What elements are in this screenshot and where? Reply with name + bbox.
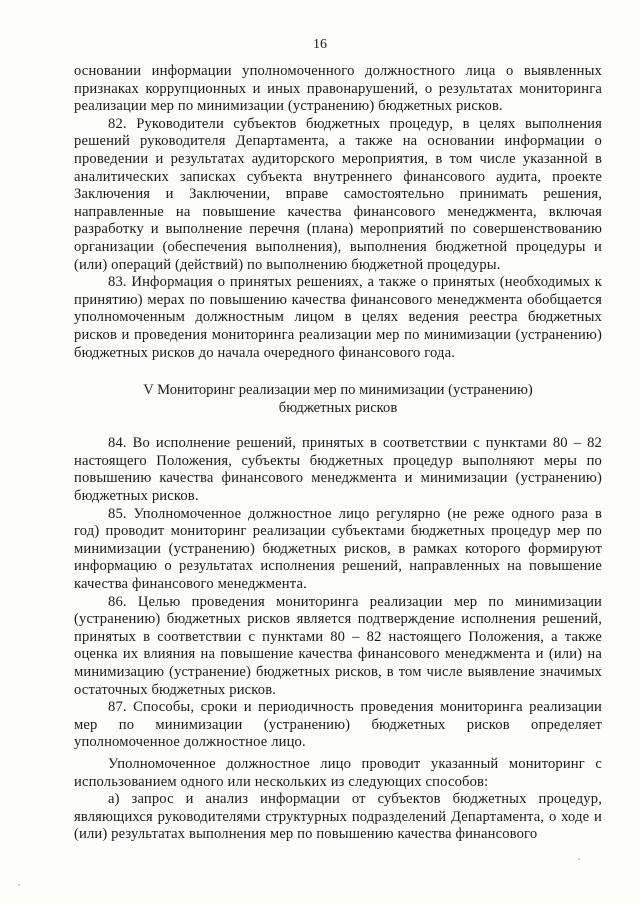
- scan-speck: [18, 884, 20, 886]
- section-heading: [74, 382, 602, 417]
- paragraph-83: 83. Информация о принятых решениях, а также о принятых (необходимых к принятию) мерах по повышению качества финансового менеджмента обобщается уполномоченным должностным лицом в целях ведения реестра бюджетных рисков и проведения мониторинга реализации мер по минимизации (устранению) бюджетных рисков до начала очередного финансового года.: [74, 274, 602, 361]
- document-body: [74, 63, 602, 844]
- paragraph-monitoring-methods: Уполномоченное должностное лицо проводит указанный мониторинг с использованием одного или нескольких из следующих способов:: [74, 755, 602, 790]
- paragraph-82: 82. Руководители субъектов бюджетных процедур, в целях выполнения решений руководителя Департамента, а также на основании информации о проведении и результатах аудиторского мероприятия, в том числе указанной в аналитических записках субъекта внутреннего финансового аудита, проекте Заключения и Заключении, вправе самостоятельно принимать решения, направленные на повышение качества финансового менеджмента, включая разработку и выполнение перечня (плана) мероприятий по совершенствованию организации (обеспечения выполнения), выполнения бюджетной процедуры и (или) операций (действий) по выполнению бюджетной процедуры.: [74, 115, 602, 273]
- page-number: 16: [313, 37, 327, 52]
- list-item-a: а) запрос и анализ информации от субъектов бюджетных процедур, являющихся руководителями структурных подразделений Департамента, о ходе и (или) результатах выполнения мер по повышению качества финансового: [74, 791, 602, 843]
- section-heading-line-1: V Мониторинг реализации мер по минимизации (устранению): [143, 382, 533, 399]
- paragraph-85: 85. Уполномоченное должностное лицо регулярно (не реже одного раза в год) проводит мониторинг реализации субъектами бюджетных процедур мер по минимизации (устранению) бюджетных рисков, в рамках которого формируют информацию о результатах исполнения решений, направленных на повышение качества финансового менеджмента.: [74, 505, 602, 593]
- paragraph-86: 86. Целью проведения мониторинга реализации мер по минимизации (устранению) бюджетных рисков является подтверждение исполнения решений, принятых в соответствии с пунктами 80 – 82 настоящего Положения, а также оценка их влияния на повышение качества финансового менеджмента и (или) на минимизацию (устранение) бюджетных рисков, в том числе выявление значимых остаточных бюджетных рисков.: [74, 593, 602, 698]
- paragraph-continuation: основании информации уполномоченного должностного лица о выявленных признаках коррупционных и иных правонарушений, о результатах мониторинга реализации мер по минимизации (устранению) бюджетных рисков.: [74, 63, 602, 115]
- section-heading-line-2: бюджетных рисков: [278, 399, 398, 416]
- paragraph-87: 87. Способы, сроки и периодичность проведения мониторинга реализации мер по минимизации (устранению) бюджетных рисков определяет уполномоченное должностное лицо.: [74, 699, 602, 751]
- scan-speck: [578, 858, 580, 860]
- paragraph-84: 84. Во исполнение решений, принятых в соответствии с пунктами 80 – 82 настоящего Положения, субъекты бюджетных процедур выполняют меры по повышению качества финансового менеджмента и минимизации (устранению) бюджетных рисков.: [74, 435, 602, 505]
